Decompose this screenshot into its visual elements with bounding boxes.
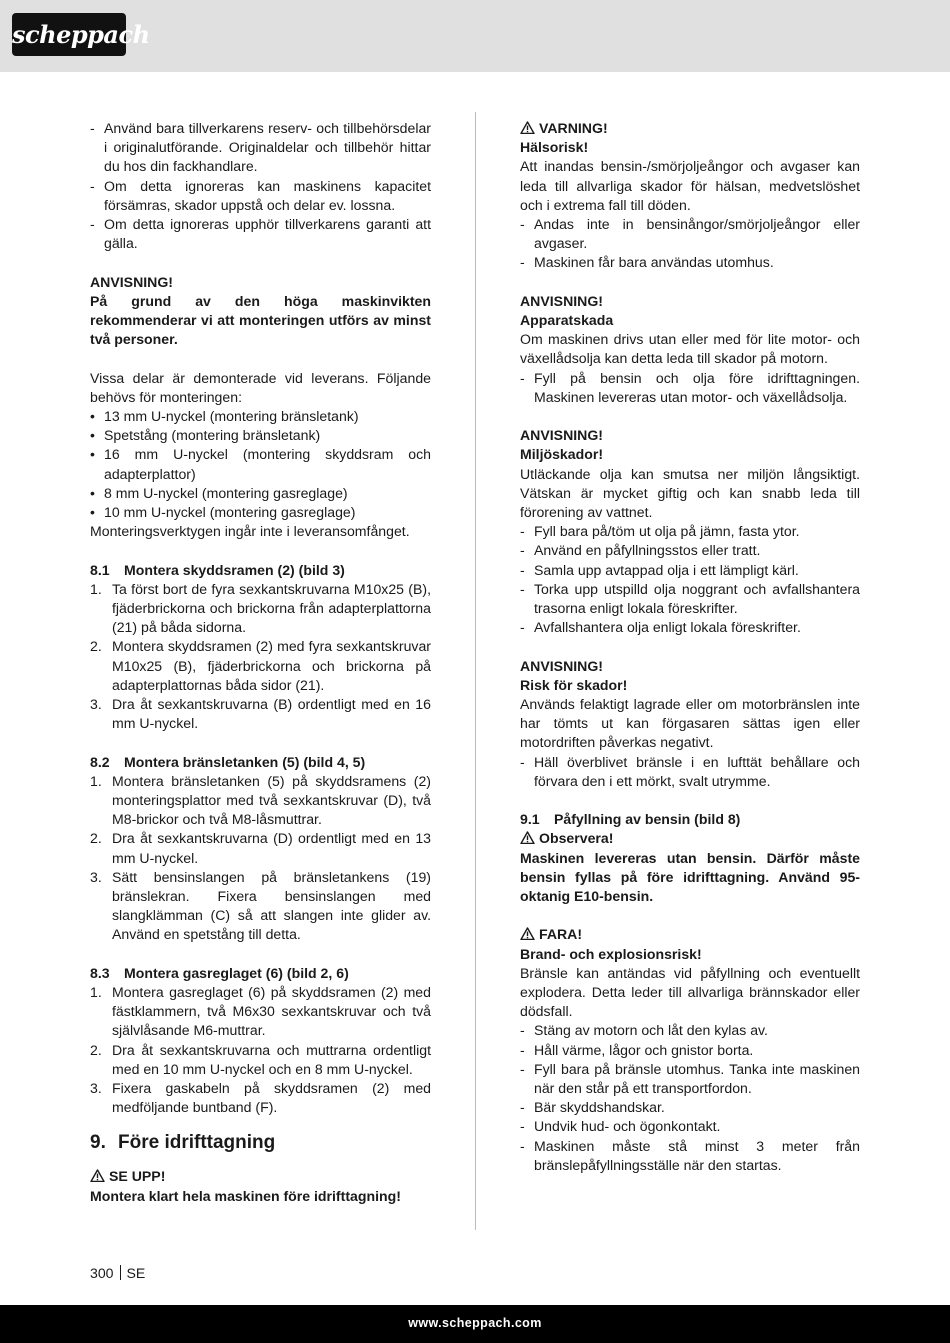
note-title: ANVISNING!	[520, 292, 604, 309]
scheppach-logo: scheppach	[12, 13, 126, 56]
list-item: - Fyll bara på/töm ut olja på jämn, fasta ytor.	[520, 523, 800, 540]
observe-title: Observera!	[520, 829, 860, 848]
list-item: - Stäng av motorn och låt den kylas av.	[520, 1022, 768, 1039]
list-item: - Avfallshantera olja enligt lokala föreskrifter.	[520, 619, 801, 636]
list-item: - Torka upp utspilld olja noggrant och avfallshantera trasorna enligt lokala föreskrifter.	[520, 580, 860, 617]
note-title: ANVISNING!	[520, 657, 604, 674]
list-item: • 16 mm U-nyckel (montering skyddsram och adapterplattor)	[90, 446, 431, 482]
observe-text: Maskinen levereras utan bensin. Därför måste bensin fyllas på före idrifttagning. Använd 95-oktanig E10-bensin.	[520, 849, 860, 905]
warning-icon	[90, 1169, 105, 1182]
list-item: - Maskinen får bara användas utomhus.	[520, 254, 774, 271]
section-heading-8-3: 8.3 Montera gasreglaget (6) (bild 2, 6)	[90, 964, 349, 981]
note-text: Utläckande olja kan smutsa ner miljön långsiktigt. Vätskan är mycket giftig och kan snabb leda till förorening av vattnet.	[520, 465, 860, 521]
chapter-heading-9: 9. Före idrifttagning	[90, 1132, 276, 1154]
note-text: Om maskinen drivs utan eller med för lite motor- och växellådsolja kan detta leda till skador på motorn.	[520, 331, 860, 367]
note-subtitle: Apparatskada	[520, 312, 614, 329]
note-subtitle: Risk för skador!	[520, 676, 628, 693]
list-item: - Håll värme, lågor och gnistor borta.	[520, 1041, 754, 1058]
list-item: • Spetstång (montering bränsletank)	[90, 427, 321, 444]
list-item: - Om detta ignoreras kan maskinens kapacitet försämras, skador uppstå och delar ev. lossna.	[90, 177, 431, 213]
numbered-item: 1. Montera bränsletanken (5) på skyddsramens (2) monteringsplattor med två sexkantskruvar (D), två M8-brickor och två M8-låsmuttrar.	[90, 772, 431, 828]
numbered-item: 1. Montera gasreglaget (6) på skyddsramen (2) med fästklammern, två M6x30 sexkantskruvar och två självlåsande M6-muttrar.	[90, 984, 431, 1039]
numbered-item: 2. Dra åt sexkantskruvarna och muttrarna ordentligt med en 10 mm U-nyckel och en 8 mm U-nyckel.	[90, 1041, 431, 1077]
numbered-item: 2. Dra åt sexkantskruvarna (D) ordentligt med en 13 mm U-nyckel.	[90, 830, 431, 866]
list-item: • 8 mm U-nyckel (montering gasreglage)	[90, 484, 348, 501]
warning-title: VARNING!	[520, 119, 860, 138]
column-divider	[475, 112, 476, 1230]
caution-title: SE UPP!	[90, 1167, 431, 1186]
warning-icon	[520, 927, 535, 940]
page-number-separator	[120, 1265, 121, 1280]
list-item: - Använd en påfyllningsstos eller tratt.	[520, 542, 761, 559]
left-column	[90, 119, 431, 1206]
list-item: - Bär skyddshandskar.	[520, 1099, 665, 1116]
note-subtitle: Miljöskador!	[520, 446, 604, 463]
list-item: - Om detta ignoreras upphör tillverkarens garanti att gälla.	[90, 216, 431, 252]
list-item: • 10 mm U-nyckel (montering gasreglage)	[90, 504, 356, 521]
list-item: - Undvik hud- och ögonkontakt.	[520, 1118, 721, 1135]
warning-subtitle: Hälsorisk!	[520, 139, 589, 156]
warning-text: Att inandas bensin-/smörjoljeångor och avgaser kan leda till allvarliga skador för hälsan, medvetslöshet och i extrema fall till döden.	[520, 158, 860, 213]
numbered-item: 3. Dra åt sexkantskruvarna (B) ordentligt med en 16 mm U-nyckel.	[90, 696, 431, 732]
note-title: ANVISNING!	[90, 273, 174, 290]
note-text: Används felaktigt lagrade eller om motorbränslen inte har tömts ut kan förgasaren sättas igen eller motordriften påverkas negativt.	[520, 696, 860, 751]
right-column	[520, 119, 860, 1175]
danger-title: FARA!	[520, 925, 860, 944]
note-text: På grund av den höga maskinvikten rekommenderar vi att monteringen utförs av minst två personer.	[90, 292, 431, 348]
list-item: - Häll överblivet bränsle i en lufttät behållare och förvara den i ett mörkt, svalt utrymme.	[520, 753, 860, 789]
page-number: 300 SE	[90, 1265, 146, 1281]
list-item: - Fyll bara på bränsle utomhus. Tanka inte maskinen när den står på ett transportfordon.	[520, 1060, 860, 1097]
section-heading-8-2: 8.2 Montera bränsletanken (5) (bild 4, 5)	[90, 753, 366, 770]
footer-bar	[0, 1305, 950, 1343]
list-item: - Maskinen måste stå minst 3 meter från bränslepåfyllningsställe när den startas.	[520, 1137, 860, 1173]
section-heading-9-1: 9.1 Påfyllning av bensin (bild 8)	[520, 811, 741, 828]
list-item: - Andas inte in bensinångor/smörjoljeångor eller avgaser.	[520, 216, 860, 252]
list-item: - Fyll på bensin och olja före idrifttagningen. Maskinen levereras utan motor- och växellådsolja.	[520, 369, 860, 405]
tools-intro: Vissa delar är demonterade vid leverans. Följande behövs för monteringen:	[90, 369, 431, 405]
list-item: - Använd bara tillverkarens reserv- och tillbehörsdelar i originalutförande. Originaldelar och tillbehör hittar du hos din fackhandlare.	[90, 120, 431, 175]
numbered-item: 3. Sätt bensinslangen på bränsletankens (19) bränslekran. Fixera bensinslangen med slangklämman (C) så att slangen inte glider av. Använd en spetstång till detta.	[90, 868, 431, 943]
caution-text: Montera klart hela maskinen före idrifttagning!	[90, 1187, 401, 1204]
danger-subtitle: Brand- och explosionsrisk!	[520, 945, 702, 962]
numbered-item: 1. Ta först bort de fyra sexkantskruvarna M10x25 (B), fjäderbrickorna och brickorna från adapterplattorna (21) på båda sidorna.	[90, 580, 431, 636]
header-bar	[0, 0, 950, 72]
tools-outro: Monteringsverktygen ingår inte i leveransomfånget.	[90, 523, 410, 540]
note-title: ANVISNING!	[520, 427, 604, 444]
section-heading-8-1: 8.1 Montera skyddsramen (2) (bild 3)	[90, 561, 345, 578]
danger-text: Bränsle kan antändas vid påfyllning och eventuellt explodera. Detta leder till allvarliga brännskador eller dödsfall.	[520, 964, 860, 1020]
list-item: • 13 mm U-nyckel (montering bränsletank)	[90, 408, 359, 425]
warning-icon	[520, 831, 535, 844]
numbered-item: 3. Fixera gaskabeln på skyddsramen (2) med medföljande buntband (F).	[90, 1080, 431, 1116]
numbered-item: 2. Montera skyddsramen (2) med fyra sexkantskruvar M10x25 (B), fjäderbrickorna och brickorna på adapterplattornas båda sidor (21).	[90, 638, 431, 693]
list-item: - Samla upp avtappad olja i ett lämpligt kärl.	[520, 561, 799, 578]
footer-url[interactable]: www.scheppach.com	[408, 1316, 542, 1330]
warning-icon	[520, 121, 535, 134]
